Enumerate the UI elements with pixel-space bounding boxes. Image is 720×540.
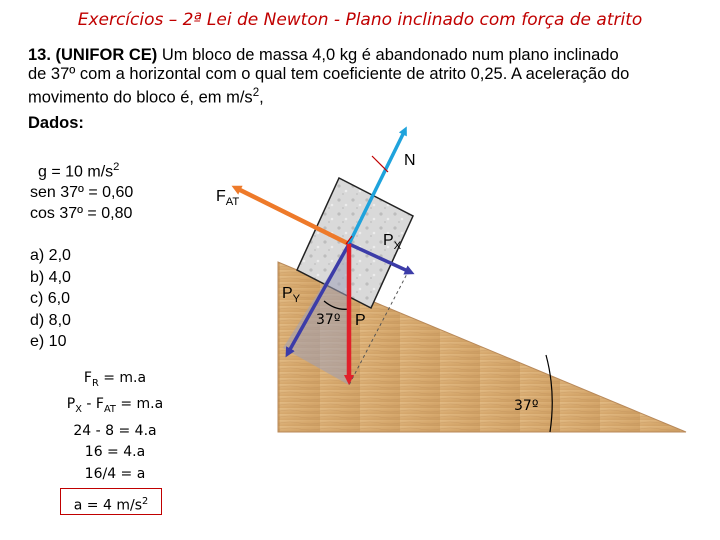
label-angle-top: 37º bbox=[316, 312, 341, 328]
given-cosine: cos 37º = 0,80 bbox=[30, 205, 133, 223]
label-friction bbox=[216, 188, 239, 208]
label-normal bbox=[404, 152, 416, 170]
label-friction-text: F bbox=[216, 188, 226, 205]
label-py-sub: Y bbox=[292, 293, 301, 306]
step2-rest: = m.a bbox=[115, 396, 164, 413]
page-title: Exercícios – 2ª Lei de Newton - Plano inclinado com força de atrito bbox=[77, 10, 643, 30]
label-normal-text: N bbox=[404, 152, 416, 169]
step2-sub-at: AT bbox=[103, 404, 116, 416]
problem-unit-exponent: 2 bbox=[252, 87, 260, 99]
given-gravity: g = 10 m/s bbox=[38, 163, 114, 181]
step2-p: P bbox=[66, 396, 76, 413]
solution-step-4: 16 = 4.a bbox=[84, 444, 146, 461]
problem-text-line2: de 37º com a horizontal com o qual tem coeficiente de atrito 0,25. A aceleração do bbox=[28, 65, 630, 83]
step2-sub-x: X bbox=[75, 404, 82, 416]
final-answer: a = 4 m/s bbox=[73, 497, 142, 514]
given-sine: sen 37º = 0,60 bbox=[30, 184, 134, 202]
label-weight: P bbox=[355, 312, 366, 329]
dados-label: Dados: bbox=[28, 114, 84, 132]
option-a: a) 2,0 bbox=[30, 247, 71, 264]
step1-sub: R bbox=[91, 377, 99, 389]
final-answer-exponent: 2 bbox=[141, 496, 149, 507]
step1-force: F bbox=[83, 370, 92, 386]
given-gravity-exponent: 2 bbox=[113, 161, 120, 173]
problem-text-line3: movimento do bloco é, em m/s bbox=[28, 88, 253, 107]
solution-step-5: 16/4 = a bbox=[84, 465, 146, 482]
label-px-text: P bbox=[383, 232, 394, 249]
label-px-sub: X bbox=[393, 240, 402, 253]
option-e: e) 10 bbox=[30, 333, 67, 350]
problem-source: 13. (UNIFOR CE) bbox=[28, 46, 158, 64]
label-py-text: P bbox=[282, 285, 293, 302]
option-c: c) 6,0 bbox=[30, 290, 71, 307]
step2-minus-f: - F bbox=[81, 396, 104, 413]
option-b: b) 4,0 bbox=[30, 268, 71, 286]
problem-text-line1: Um bloco de massa 4,0 kg é abandonado num plano inclinado bbox=[157, 46, 619, 64]
step1-rest: = m.a bbox=[98, 370, 147, 386]
option-d: d) 8,0 bbox=[30, 311, 71, 329]
label-px bbox=[383, 232, 401, 252]
tick-mark-normal bbox=[372, 156, 388, 172]
label-py bbox=[282, 285, 300, 305]
solution-step-3: 24 - 8 = 4.a bbox=[73, 422, 157, 439]
label-friction-sub: AT bbox=[225, 196, 240, 209]
label-angle-bottom: 37º bbox=[514, 398, 539, 414]
problem-text-line3-end: , bbox=[259, 88, 264, 107]
